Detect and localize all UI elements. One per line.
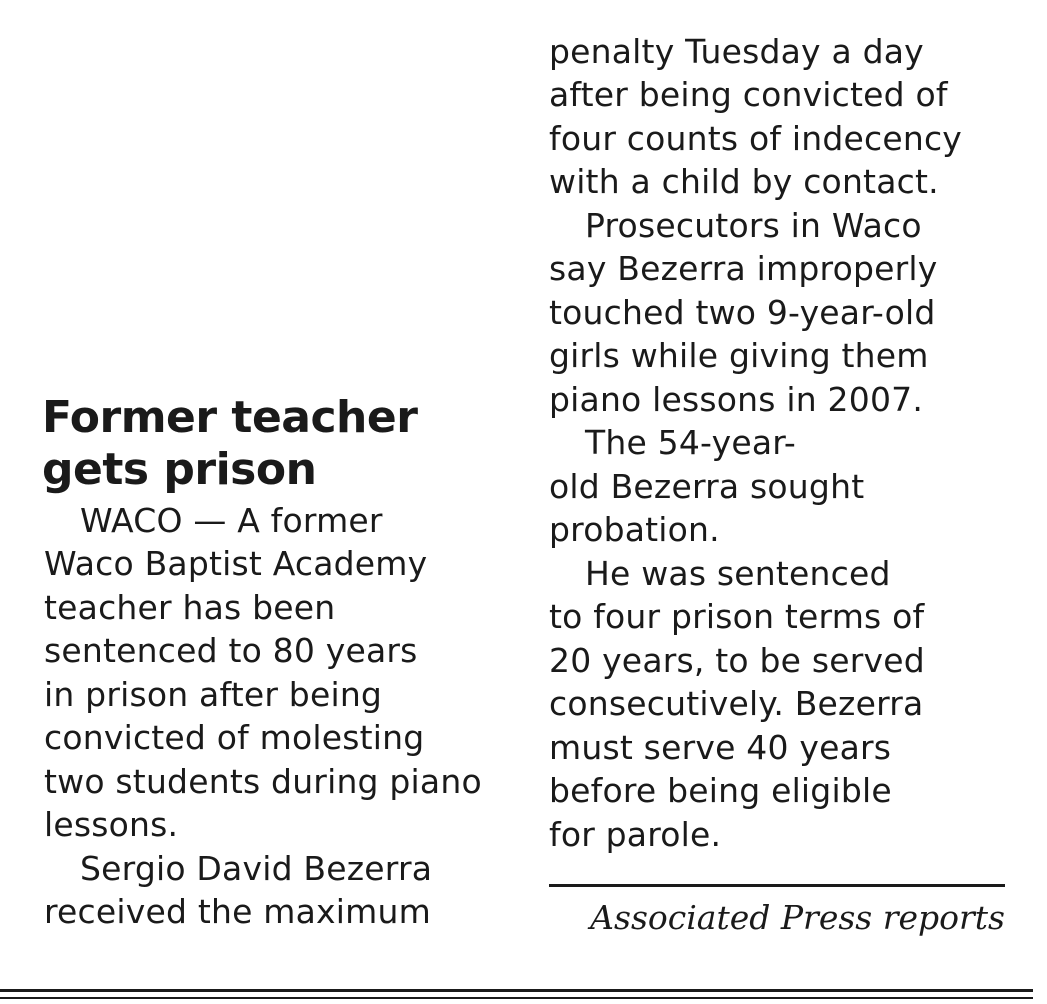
body-line: convicted of molesting xyxy=(44,718,425,757)
body-line: probation. xyxy=(549,510,720,549)
body-line: Waco Baptist Academy xyxy=(44,544,428,583)
body-line: Sergio David Bezerra xyxy=(80,849,433,888)
body-line: in prison after being xyxy=(44,675,383,714)
body-line: He was sentenced xyxy=(585,554,891,593)
body-line: 20 years, to be served xyxy=(549,641,925,680)
credit-divider xyxy=(549,884,1005,887)
body-line: teacher has been xyxy=(44,588,336,627)
body-line: with a child by contact. xyxy=(549,162,939,201)
bottom-rule-bottom xyxy=(0,997,1033,999)
body-line: after being convicted of xyxy=(549,75,948,114)
body-line: received the maximum xyxy=(44,892,431,931)
body-line: touched two 9-year-old xyxy=(549,293,936,332)
body-line: Prosecutors in Waco xyxy=(585,206,922,245)
body-line: for parole. xyxy=(549,815,722,854)
body-line: WACO — A former xyxy=(80,501,383,540)
body-line: two students during piano xyxy=(44,762,482,801)
body-line: girls while giving them xyxy=(549,336,929,375)
body-line: must serve 40 years xyxy=(549,728,892,767)
body-line: consecutively. Bezerra xyxy=(549,684,924,723)
body-line: sentenced to 80 years xyxy=(44,631,418,670)
bottom-rule-top xyxy=(0,989,1033,992)
body-line: to four prison terms of xyxy=(549,597,925,636)
body-line: old Bezerra sought xyxy=(549,467,865,506)
body-line: four counts of indecency xyxy=(549,119,963,158)
body-line: say Bezerra improperly xyxy=(549,249,938,288)
credit-line: Associated Press reports xyxy=(590,898,1005,937)
body-line: The 54-year- xyxy=(585,423,797,462)
body-line: penalty Tuesday a day xyxy=(549,32,924,71)
headline-line-2: gets prison xyxy=(42,444,317,495)
body-line: lessons. xyxy=(44,805,179,844)
body-line: piano lessons in 2007. xyxy=(549,380,924,419)
body-line: before being eligible xyxy=(549,771,892,810)
headline-line-1: Former teacher xyxy=(42,392,418,443)
